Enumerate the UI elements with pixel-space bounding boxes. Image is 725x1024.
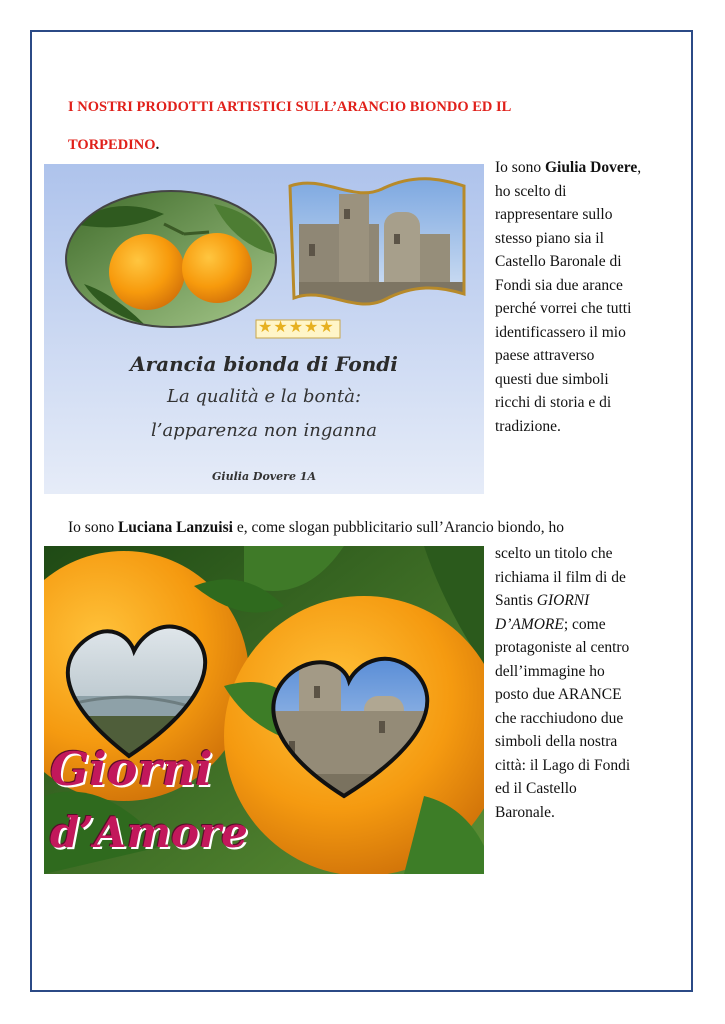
text-line: rappresentare sullo — [495, 206, 613, 223]
text-line: paese attraverso — [495, 347, 595, 364]
text-line: scelto un titolo che — [495, 545, 613, 562]
poster-slogan-line-2: l’apparenza non inganna — [150, 420, 378, 441]
poster-title: Arancia bionda di Fondi — [130, 352, 398, 376]
text-line: ricchi di storia e di — [495, 394, 612, 411]
page-heading — [68, 88, 628, 164]
film-title-italic: GIORNI — [536, 592, 590, 609]
poster-signature: Giulia Dovere 1A — [212, 470, 316, 483]
text-line: ho scelto di — [495, 182, 567, 200]
text-line: Santis — [495, 592, 537, 609]
text-line: questi due simboli — [495, 370, 609, 388]
text-line: e, come slogan pubblicitario sull’Arancio biondo, ho — [232, 519, 564, 536]
text-line: Castello Baronale di — [495, 253, 622, 270]
text-line-luciana-intro — [68, 516, 678, 540]
rating-stars: ★★★★★ — [258, 317, 335, 336]
text-line: che racchiudono due — [495, 709, 624, 727]
text-line: perché vorrei che tutti — [495, 300, 632, 317]
text-line: dell’immagine ho — [495, 662, 605, 680]
text-line: posto due ARANCE — [495, 686, 622, 703]
text-line: città: il Lago di Fondi — [495, 756, 631, 774]
text-line: stesso piano sia il — [495, 229, 604, 247]
author-name: Luciana Lanzuisi — [117, 519, 233, 536]
heading-line-1: I NOSTRI PRODOTTI ARTISTICI SULL’ARANCIO BIONDO ED IL — [68, 99, 512, 115]
text-line: ed il Castello — [495, 780, 577, 797]
text-line: Fondi sia due arance — [495, 276, 623, 294]
intro-text: Io sono — [495, 159, 545, 176]
poster-slogan-line-1: La qualità e la bontà: — [166, 386, 362, 407]
text-line: Baronale. — [495, 803, 555, 821]
poster-title-giorni: Giorni — [50, 742, 213, 796]
text-line: tradizione. — [495, 417, 561, 435]
text-line: simboli della nostra — [495, 733, 618, 750]
text-line: , — [637, 159, 642, 176]
text-block-giulia — [495, 156, 675, 438]
text-line: richiama il film di de — [495, 568, 626, 586]
film-title-italic: D’AMORE — [495, 615, 564, 633]
text-line: protagoniste al centro — [495, 639, 630, 656]
author-name: Giulia Dovere — [544, 159, 638, 176]
intro-text: Io sono — [68, 519, 118, 536]
text-line: ; come — [563, 615, 606, 633]
text-block-luciana — [495, 542, 675, 824]
text-line: identificassero il mio — [495, 323, 626, 341]
heading-line-2: TORPEDINO — [68, 137, 156, 153]
heading-period: . — [155, 137, 160, 153]
poster-giorni-amore — [44, 546, 484, 874]
poster-arancia-bionda — [44, 164, 484, 494]
poster-title-amore: d’Amore — [50, 808, 248, 857]
